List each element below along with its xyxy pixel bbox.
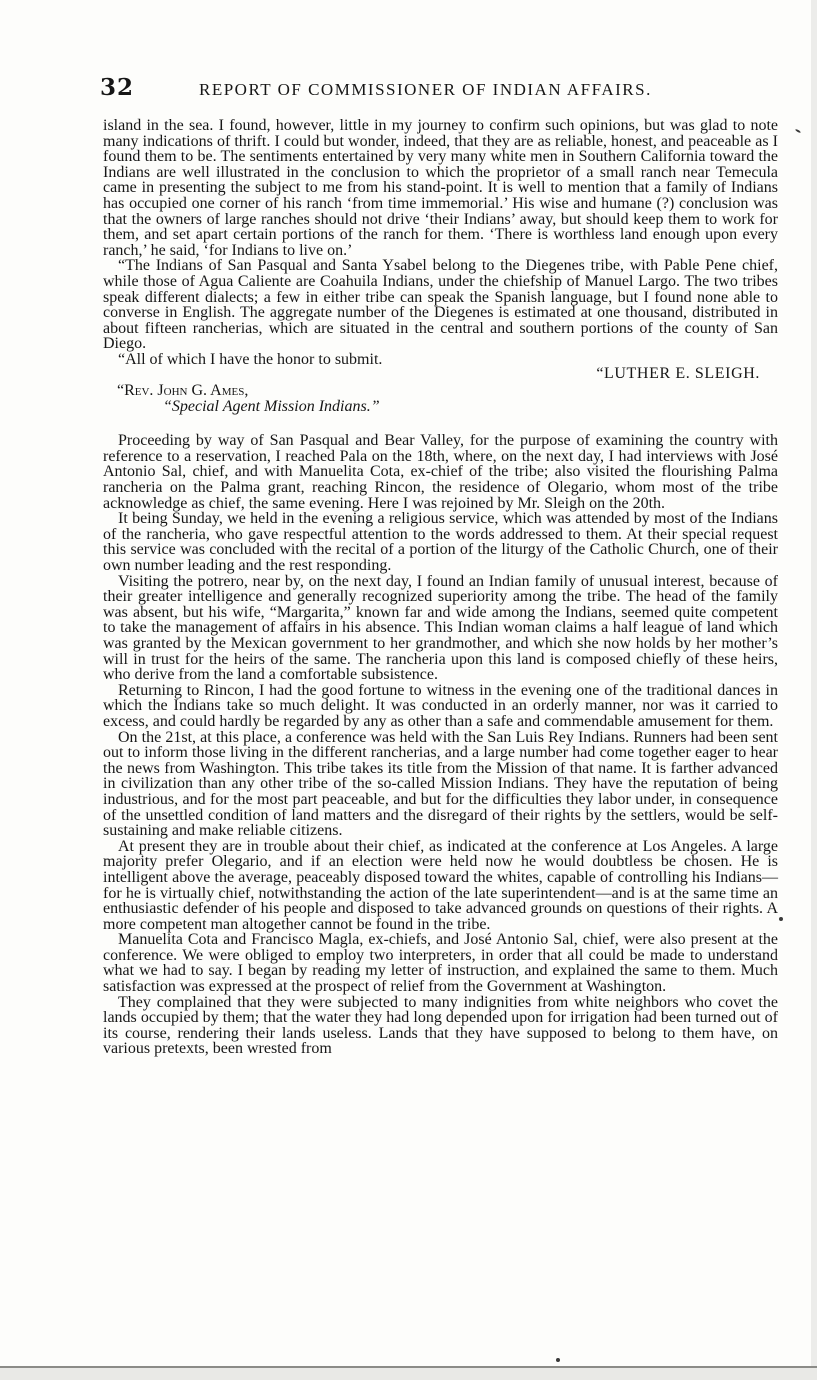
running-head: REPORT OF COMMISSIONER OF INDIAN AFFAIRS. [199,80,652,99]
paragraph: It being Sunday, we held in the evening a religious service, which was attended by most of the Indians of the rancheria, who gave respectful attention to the words addressed to them. At their special request this service was concluded with the recital of a portion of the liturgy of the Catholic Church, one of their own number leading and the rest responding. [103,510,778,575]
paragraph: Proceeding by way of San Pasqual and Bear Valley, for the purpose of examining the country with reference to a reservation, I reached Pala on the 18th, where, on the next day, I had interviews with José Antonio Sal, chief, and with Manuelita Cota, ex-chief of the tribe; also visited the flourishing Palma rancheria on the Palma grant, reaching Rincon, the residence of Olegario, whom most of the tribe acknowledge as chief, the same evening. Here I was rejoined by Mr. Sleigh on the 20th. [103,432,778,512]
page-header [100,74,780,108]
addressee-name [117,383,778,399]
scan-speck [779,917,783,921]
paragraph: They complained that they were subjected to many indignities from white neighbors who covet the lands occupied by them; that the water they had long depended upon for irrigation had been turned out of its course, rendering their lands useless. Lands that they have supposed to belong to them have, on various pretexts, been wrested from [103,993,778,1058]
scan-edge-right [811,0,817,1380]
paragraph: “All of which I have the honor to submit. [118,350,383,368]
addressee-name-text: “Rev. John G. Ames, [117,382,249,400]
paragraph: Manuelita Cota and Francisco Magla, ex-chiefs, and José Antonio Sal, chief, were also present at the conference. We were obliged to employ two interpreters, in order that all could be made to understand what we had to say. I began by reading my letter of instruction, and explained the same to them. Much satisfaction was expressed at the prospect of relief from the Government at Washington. [103,931,778,996]
scan-speck [795,129,801,134]
paragraph: At present they are in trouble about their chief, as indicated at the conference at Los Angeles. A large majority prefer Olegario, and if an election were held now he would doubtless be chosen. He is intelligent above the average, peaceably disposed toward the whites, capable of controlling his Indians—for he is virtually chief, notwithstanding the action of the late superintendent—and is at the same time an enthusiastic defender of his people and disposed to take advanced grounds on questions of their rights. A more competent man altogether cannot be found in the tribe. [103,837,778,933]
paragraph: Visiting the potrero, near by, on the next day, I found an Indian family of unusual interest, because of their greater intelligence and generally recognized superiority among the tribe. The head of the family was absent, but his wife, “Margarita,” known far and wide among the Indians, seemed quite competent to take the management of affairs in his absence. This Indian woman claims a half league of land which was granted by the Mexican government to her grandmother, and which she now holds by her mother’s will in trust for the heirs of the same. The rancheria upon this land is composed chiefly of these heirs, who derive from the land a comfortable subsistence. [103,572,778,684]
letter-signature: “LUTHER E. SLEIGH. [596,364,760,382]
scan-edge-bottom [0,1366,817,1380]
scan-speck [556,1358,560,1362]
paragraph: island in the sea. I found, however, little in my journey to confirm such opinions, but was glad to note many indications of thrift. I could but wonder, indeed, that they are as reliable, honest, and peaceable as I found them to be. The sentiments entertained by very many white men in Southern California toward the Indians are well illustrated in the conclusion to which the proprietor of a small ranch near Temecula came in presenting the subject to me from his stand-point. It is well to mention that a family of Indians has occupied one corner of his ranch ‘from time immemorial.’ His wise and humane (?) conclusion was that the owners of large ranches should not drive ‘their Indians’ away, but should keep them to work for them, and set apart certain portions of the ranch for them. ‘There is worthless land enough upon every ranch,’ he said, ‘for Indians to live on.’ [103,117,778,259]
paragraph: “The Indians of San Pasqual and Santa Ysabel belong to the Diegenes tribe, with Pable Pene chief, while those of Agua Caliente are Coahuila Indians, under the chiefship of Manuel Largo. The two tribes speak different dialects; a few in either tribe can speak the Spanish language, but I found none able to converse in English. The aggregate number of the Diegenes is estimated at one thousand, distributed in about fifteen rancherias, which are situated in the central and southern portions of the county of San Diego. [103,257,778,353]
paragraph: Returning to Rincon, I had the good fortune to witness in the evening one of the traditional dances in which the Indians take so much delight. It was conducted in an orderly manner, nor was it carried to excess, and could hardly be regarded by any as other than a safe and commendable amusement for them. [103,681,778,730]
paragraph: On the 21st, at this place, a conference was held with the San Luis Rey Indians. Runners had been sent out to inform those living in the different rancherias, and a large number had come together eager to hear the news from Washington. This tribe takes its title from the Mission of that name. It is farther advanced in civilization than any other tribe of the so-called Mission Indians. They have the reputation of being industrious, and for the most part peaceable, and but for the difficulties they labor under, in consequence of the unsettled condition of land matters and the disregard of their rights by the settlers, would be self-sustaining and make reliable citizens. [103,728,778,840]
page-number: 32 [100,74,135,101]
body-text [103,118,778,1057]
addressee-title: “Special Agent Mission Indians.” [163,397,380,415]
letter-addressee [117,383,778,414]
